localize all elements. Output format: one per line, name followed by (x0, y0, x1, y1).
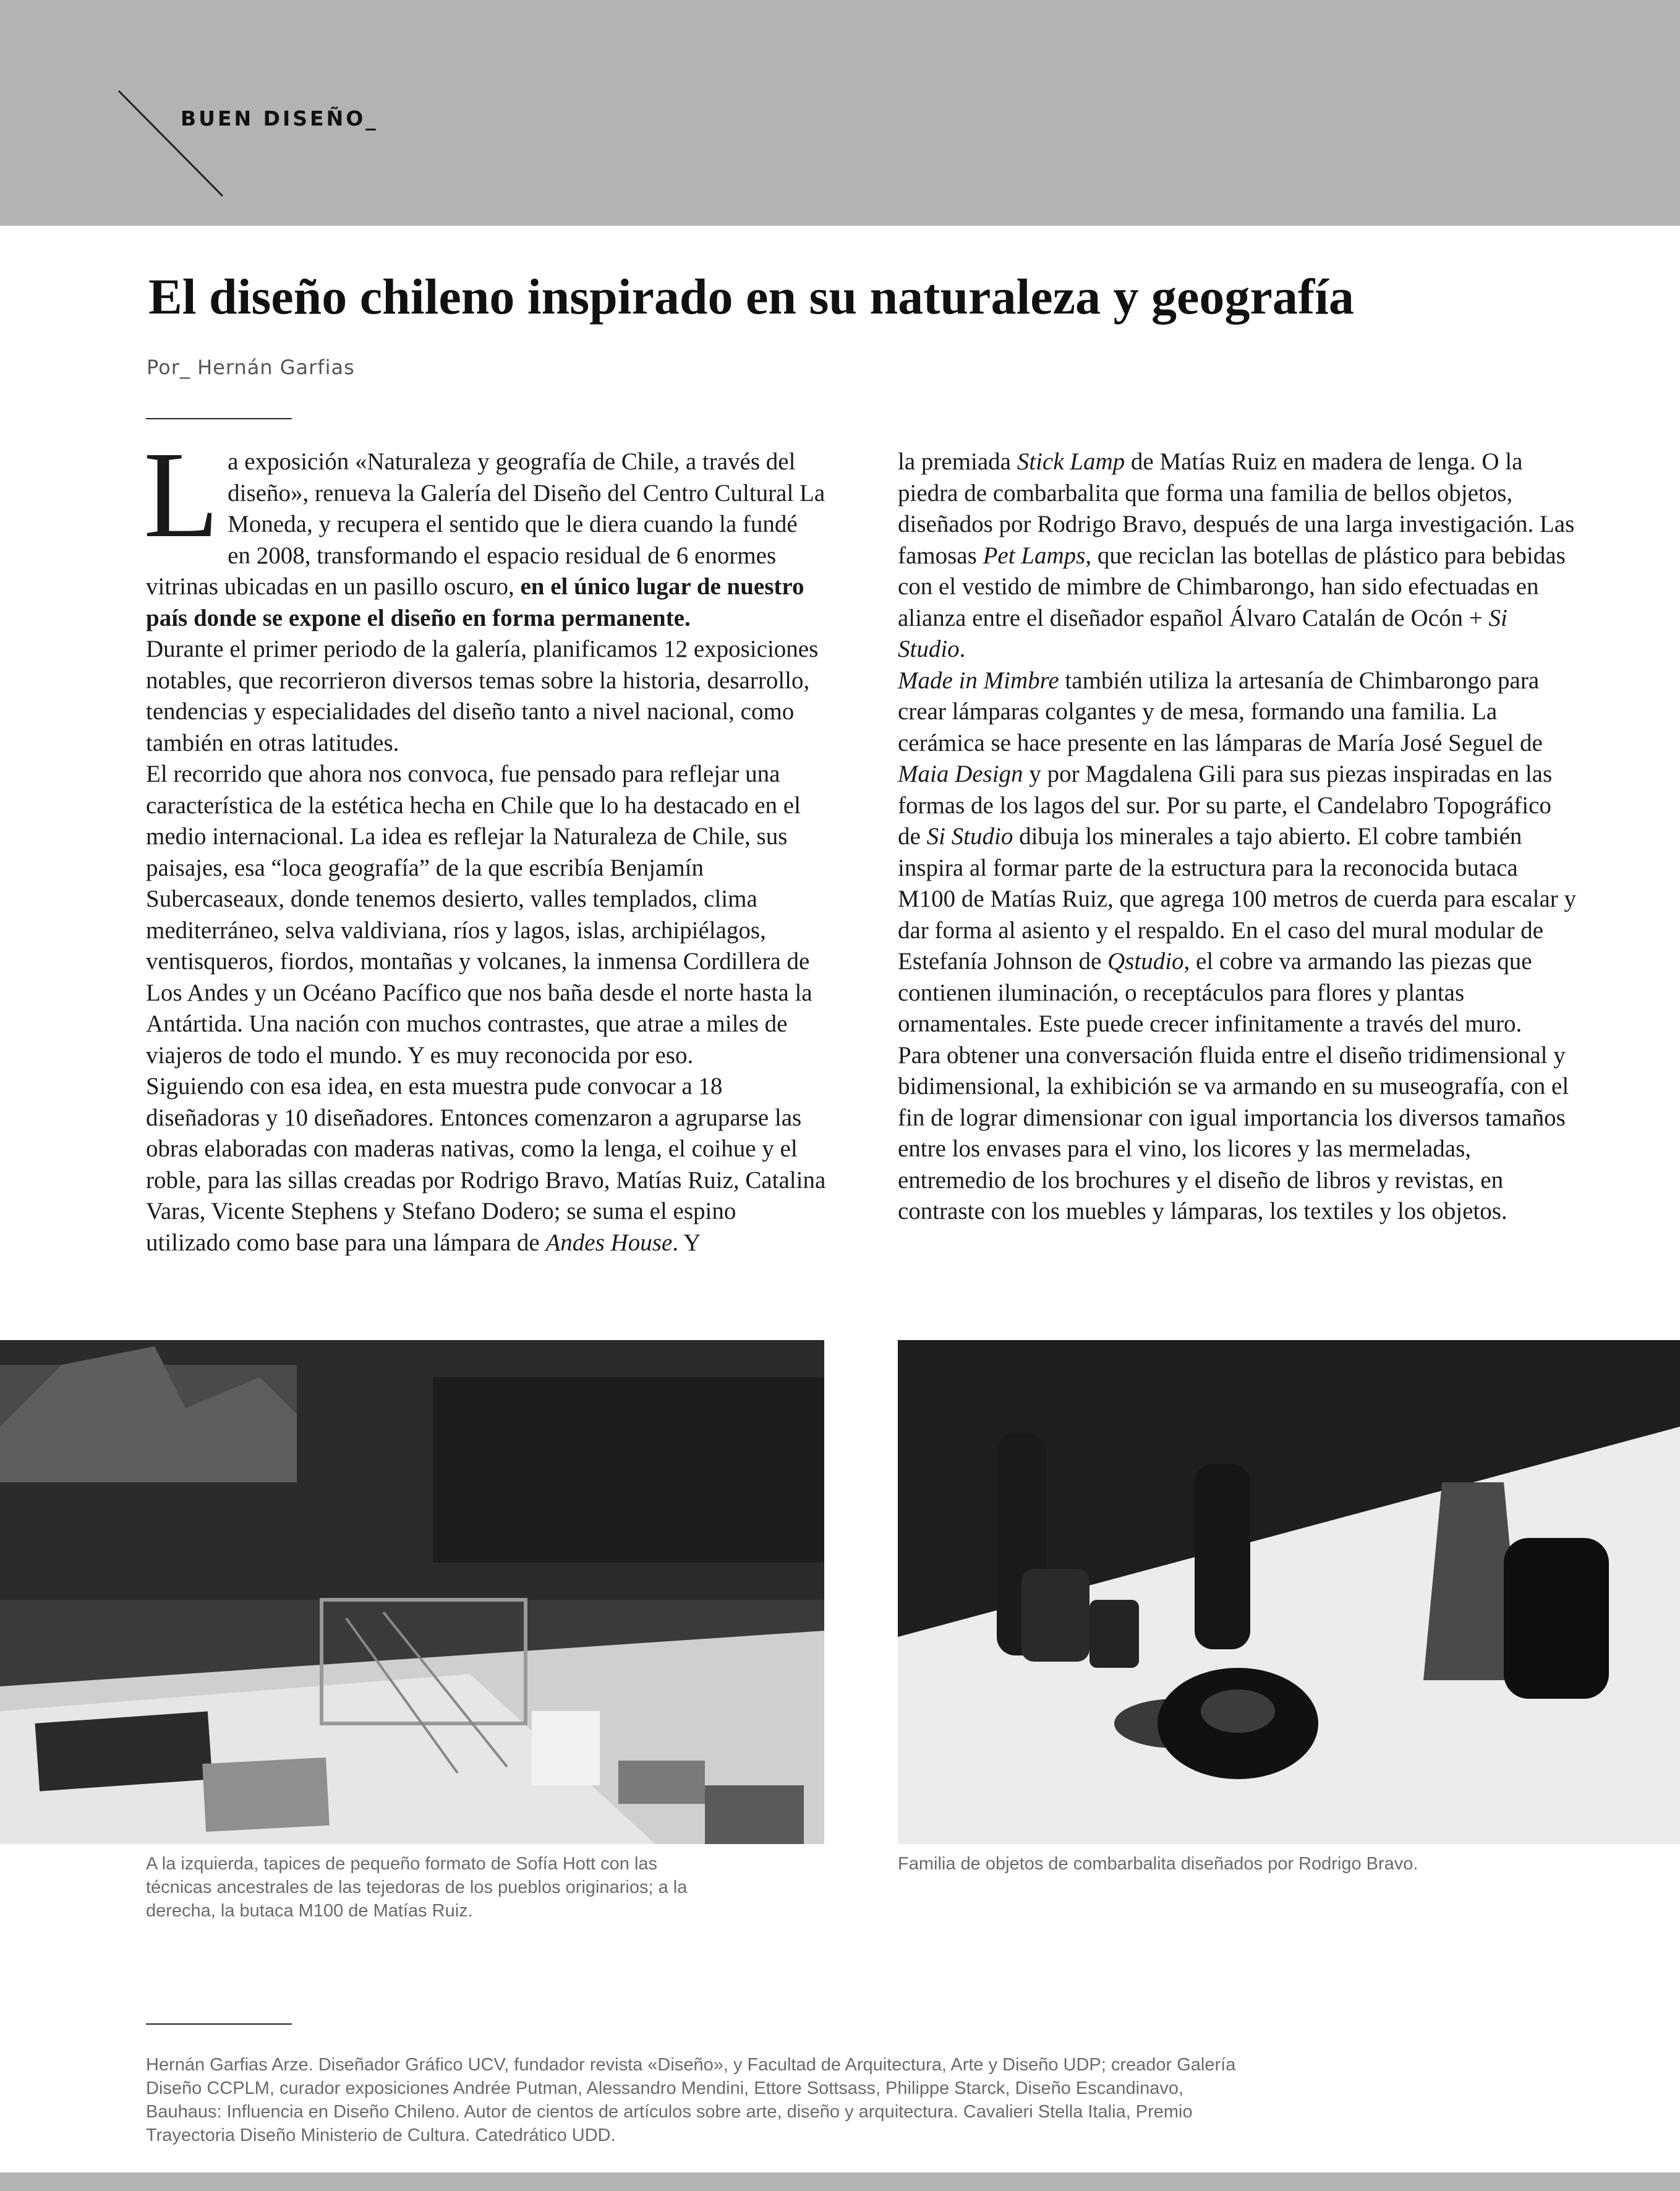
article-title: El diseño chileno inspirado en su naturaleza y geografía (148, 268, 1354, 325)
body-column-right (898, 446, 1578, 1228)
highlight-text: en el único lugar de nuestro país donde se expone el diseño en forma permanente. (146, 573, 804, 631)
photo-caption-left: A la izquierda, tapices de pequeño formato de Sofía Hott con las técnicas ancestrales de las tejedoras de los pueblos originarios; a la derecha, la butaca M100 de Matías Ruiz. (146, 1854, 688, 1921)
footer-band (0, 2172, 1680, 2191)
paragraph: Para obtener una conversación fluida entre el diseño tridimensional y bidimensional, la exhibición se va armando en su museografía, con el fin de lograr dimensionar con igual importancia los diversos tamaños entre los envases para el vino, los licores y las mermeladas, entremedio de los brochures y el diseño de libros y revistas, en contraste con los muebles y lámparas, los textiles y los objetos. (898, 1041, 1569, 1224)
paragraph: Made in Mimbre también utiliza la artesanía de Chimbarongo para crear lámparas colgantes y de mesa, formando una familia. La cerámica se hace presente en las lámparas de María José Seguel de Maia Design y por Magdalena Gili para sus piezas inspiradas en las formas de los lagos del sur. Por su parte, el Candelabro Topográfico de Si Studio dibuja los minerales a tajo abierto. El cobre también inspira al formar parte de la estructura para la reconocida butaca M100 de Matías Ruiz, que agrega 100 metros de cuerda para escalar y dar forma al asiento y el respaldo. En el caso del mural modular de Estefanía Johnson de Qstudio, el cobre va armando las piezas que contienen iluminación, o receptáculos para flores y plantas ornamentales. Este puede crecer infinitamente a través del muro. (898, 667, 1576, 1037)
photo-exhibition-tapestries (0, 1340, 824, 1844)
author-note: Hernán Garfias Arze. Diseñador Gráfico UCV, fundador revista «Diseño», y Facultad de Arquitectura, Arte y Diseño UDP; creador Galería Diseño CCPLM, curador exposiciones Andrée Putman, Alessandro Mendini, Ettore Sottsass, Philippe Starck, Diseño Escandinavo, Bauhaus: Influencia en Diseño Chileno. Autor de cientos de artículos sobre arte, diseño y arquitectura. Cavalieri Stella Italia, Premio Trayectoria Diseño Ministerio de Cultura. Catedrático UDD. (146, 2055, 1236, 2145)
photo-caption-right: Familia de objetos de combarbalita diseñados por Rodrigo Bravo. (898, 1854, 1418, 1874)
paragraph: El recorrido que ahora nos convoca, fue pensado para reflejar una característica de la estética hecha en Chile que lo ha destacado en el medio internacional. La idea es reflejar la Naturaleza de Chile, sus paisajes, esa “loca geografía” de la que escribía Benjamín Subercaseaux, donde tenemos desierto, valles templados, clima mediterráneo, selva valdiviana, ríos y lagos, islas, archipiélagos, ventisqueros, fiordos, montañas y volcanes, la inmensa Cordillera de Los Andes y un Océano Pacífico que nos baña desde el norte hasta la Antártida. Una nación con muchos contrastes, que atrae a miles de viajeros de todo el mundo. Y es muy reconocida por eso. (146, 761, 812, 1069)
paragraph: la premiada Stick Lamp de Matías Ruiz en madera de lenga. O la piedra de combarbalita que forma una familia de bellos objetos, diseñados por Rodrigo Bravo, después de una larga investigación. Las famosas Pet Lamps, que reciclan las botellas de plástico para bebidas con el vestido de mimbre de Chimbarongo, han sido efectuadas en alianza entre el diseñador español Álvaro Catalán de Ocón + Si Studio. (898, 448, 1575, 662)
title-divider (146, 418, 292, 419)
section-label: BUEN DISEÑO_ (181, 106, 378, 130)
paragraph: Siguiendo con esa idea, en esta muestra pude convocar a 18 diseñadoras y 10 diseñadores. Entonces comenzaron a agruparse las obras elaboradas con maderas nativas, como la lenga, el coihue y el roble, para las sillas creadas por Rodrigo Bravo, Matías Ruiz, Catalina Varas, Vicente Stephens y Stefano Dodero; se suma el espino utilizado como base para una lámpara de Andes House. Y (146, 1073, 826, 1256)
paragraph: La exposición «Naturaleza y geografía de Chile, a través del diseño», renueva la Galería del Diseño del Centro Cultural La Moneda, y recupera el sentido que le diera cuando la fundé en 2008, transformando el espacio residual de 6 enormes vitrinas ubicadas en un pasillo oscuro, en el único lugar de nuestro país donde se expone el diseño en forma permanente. (143, 427, 825, 631)
photo-combarbalita-objects (898, 1340, 1680, 1844)
drop-cap: L (143, 427, 220, 563)
body-column-left (143, 427, 826, 1258)
article-byline: Por_ Hernán Garfias (147, 356, 355, 379)
author-note-divider (146, 2023, 292, 2025)
paragraph: Durante el primer periodo de la galería, planificamos 12 exposiciones notables, que recorrieron diversos temas sobre la historia, desarrollo, tendencias y especialidades del diseño tanto a nivel nacional, como también en otras latitudes. (146, 636, 819, 756)
